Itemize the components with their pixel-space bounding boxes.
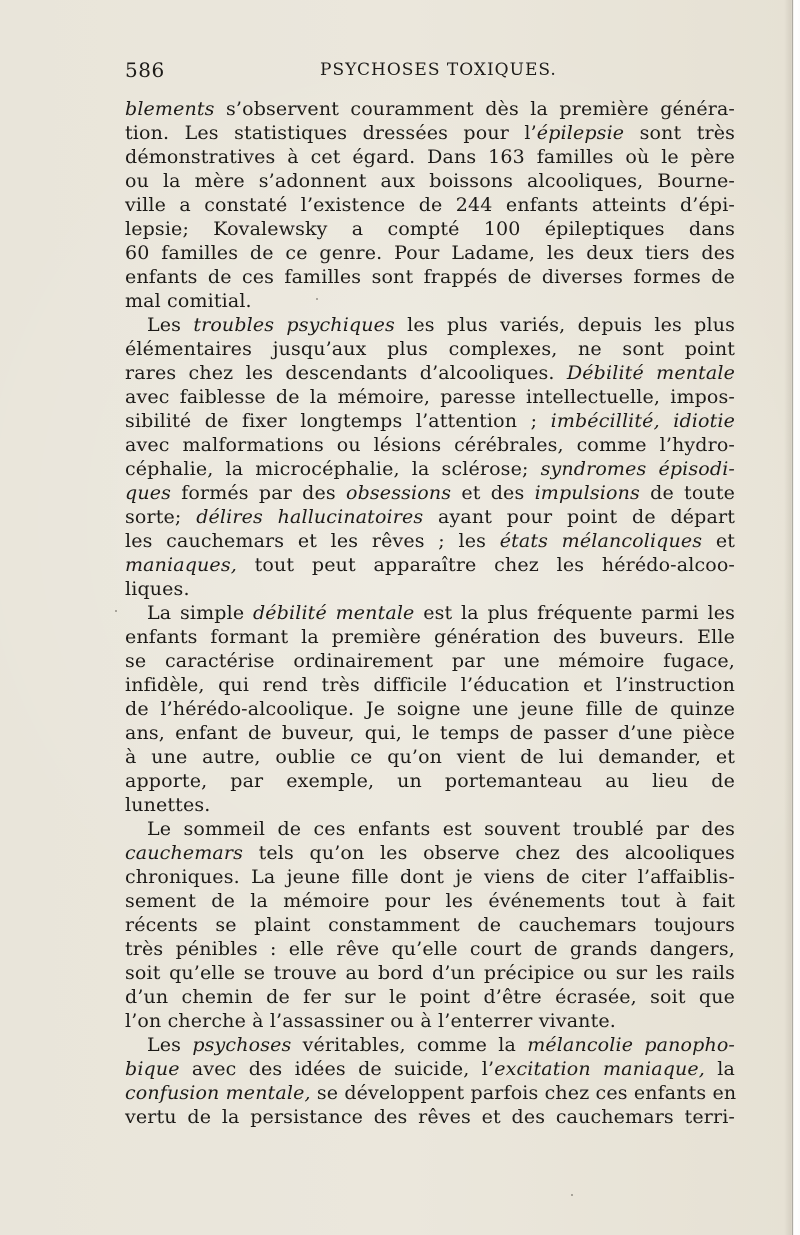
italic-text: excitation maniaque, [494, 1058, 706, 1080]
text-segment: tout peut apparaître chez les hérédo-alcoo- [236, 554, 735, 576]
text-line [125, 577, 735, 601]
text-segment: avec des idées de suicide, l’ [179, 1058, 495, 1080]
text-segment: soit qu’elle se trouve au bord d’un précipice ou sur les rails [125, 962, 735, 984]
text-line [125, 361, 735, 385]
text-line [125, 697, 735, 721]
text-segment: sorte; [125, 506, 197, 528]
text-segment: les plus variés, depuis les plus [394, 314, 736, 336]
running-title: PSYCHOSES TOXIQUES. [320, 60, 557, 80]
text-segment: infidèle, qui rend très difficile l’éducation et l’instruction [125, 674, 735, 696]
text-segment: avec faiblesse de la mémoire, paresse intellectuelle, impos- [125, 386, 735, 408]
text-line [125, 121, 735, 145]
text-segment: vertu de la persistance des rêves et des cauchemars terri- [125, 1106, 735, 1128]
text-segment: les cauchemars et les rêves ; les [125, 530, 500, 552]
italic-text: imbécillité, idiotie [550, 410, 735, 432]
text-line [125, 97, 735, 121]
text-line [125, 793, 735, 817]
text-line [125, 1009, 735, 1033]
text-segment: apporte, par exemple, un portemanteau au lieu de [125, 770, 735, 792]
text-segment: la [705, 1058, 735, 1080]
text-line [125, 601, 735, 625]
text-line [125, 409, 735, 433]
text-segment: ayant pour point de départ [423, 506, 735, 528]
italic-text: délires hallucinatoires [196, 506, 424, 528]
text-segment: avec malformations ou lésions cérébrales, comme l’hydro- [125, 434, 735, 456]
text-segment: tion. Les statistiques dressées pour l’ [125, 122, 537, 144]
text-segment: récents se plaint constamment de cauchemars toujours [125, 914, 735, 936]
text-line [125, 265, 735, 289]
text-line [125, 529, 735, 553]
text-line [125, 865, 735, 889]
italic-text: Débilité mentale [566, 362, 735, 384]
text-line [125, 649, 735, 673]
text-segment: s’observent couramment dès la première généra- [214, 98, 735, 120]
text-segment: l’on cherche à l’assassiner ou à l’enterrer vivante. [125, 1010, 616, 1032]
text-segment: se caractérise ordinairement par une mémoire fugace, [125, 650, 735, 672]
text-line [125, 193, 735, 217]
text-segment: élémentaires jusqu’aux plus complexes, ne sont point [125, 338, 735, 360]
text-line [125, 673, 735, 697]
text-segment: enfants formant la première génération des buveurs. Elle [125, 626, 735, 648]
text-segment: ville a constaté l’existence de 244 enfants atteints d’épi- [125, 194, 735, 216]
body-text [125, 97, 735, 1129]
text-segment: Les [147, 1034, 193, 1056]
page-number: 586 [125, 58, 165, 82]
text-line [125, 337, 735, 361]
text-segment: 60 familles de ce genre. Pour Ladame, les deux tiers des [125, 242, 735, 264]
text-segment: Les [147, 314, 194, 336]
text-segment: à une autre, oublie ce qu’on vient de lui demander, et [125, 746, 735, 768]
text-segment: ou la mère s’adonnent aux boissons alcooliques, Bourne- [125, 170, 735, 192]
text-line [125, 289, 735, 313]
text-segment: sement de la mémoire pour les événements tout à fait [125, 890, 735, 912]
text-line [125, 241, 735, 265]
text-line [125, 937, 735, 961]
text-segment: sont très [624, 122, 736, 144]
text-line [125, 433, 735, 457]
italic-text: confusion mentale, [125, 1082, 311, 1104]
text-segment: de toute [639, 482, 736, 504]
text-segment: Le sommeil de ces enfants est souvent troublé par des [147, 818, 735, 840]
text-line [125, 481, 735, 505]
text-segment: lepsie; Kovalewsky a compté 100 épileptiques dans [125, 218, 735, 240]
text-segment: céphalie, la microcéphalie, la sclérose; [125, 458, 541, 480]
text-line [125, 769, 735, 793]
text-line [125, 913, 735, 937]
text-line [125, 889, 735, 913]
italic-text: mélancolie panopho- [527, 1034, 735, 1056]
italic-text: ques [125, 482, 171, 504]
text-segment: chroniques. La jeune fille dont je viens de citer l’affaiblis- [125, 866, 735, 888]
text-segment: mal comitial. [125, 290, 252, 312]
text-line [125, 1105, 735, 1129]
text-line [125, 721, 735, 745]
italic-text: blements [125, 98, 215, 120]
italic-text: psychoses [192, 1034, 292, 1056]
text-segment: est la plus fréquente parmi les [414, 602, 735, 624]
text-segment: sibilité de fixer longtemps l’attention ; [125, 410, 551, 432]
text-line [125, 817, 735, 841]
text-segment: liques. [125, 578, 190, 600]
text-segment: se développent parfois chez ces enfants en [310, 1082, 737, 1104]
print-speck [115, 610, 117, 612]
text-line [125, 385, 735, 409]
text-segment: La simple [147, 602, 253, 624]
print-speck [571, 1194, 573, 1196]
italic-text: bique [125, 1058, 180, 1080]
text-segment: rares chez les descendants d’alcooliques. [125, 362, 567, 384]
italic-text: épilepsie [536, 122, 625, 144]
italic-text: états mélancoliques [499, 530, 703, 552]
text-segment: enfants de ces familles sont frappés de diverses formes de [125, 266, 735, 288]
print-speck [316, 298, 318, 300]
text-line [125, 841, 735, 865]
text-segment: lunettes. [125, 794, 211, 816]
text-line [125, 217, 735, 241]
text-line [125, 625, 735, 649]
text-segment: formés par des [171, 482, 346, 504]
text-segment: véritables, comme la [291, 1034, 528, 1056]
text-line [125, 1081, 735, 1105]
page-header [125, 58, 735, 88]
italic-text: troubles psychiques [193, 314, 395, 336]
text-segment: démonstratives à cet égard. Dans 163 familles où le père [125, 146, 735, 168]
text-segment: d’un chemin de fer sur le point d’être écrasée, soit que [125, 986, 735, 1008]
text-segment: ans, enfant de buveur, qui, le temps de passer d’une pièce [125, 722, 735, 744]
italic-text: débilité mentale [252, 602, 415, 624]
text-line [125, 985, 735, 1009]
text-segment: et des [451, 482, 535, 504]
italic-text: maniaques, [125, 554, 237, 576]
text-line [125, 505, 735, 529]
text-line [125, 961, 735, 985]
text-line [125, 145, 735, 169]
text-segment: tels qu’on les observe chez des alcooliques [243, 842, 735, 864]
text-line [125, 313, 735, 337]
italic-text: impulsions [534, 482, 640, 504]
text-line [125, 553, 735, 577]
text-line [125, 457, 735, 481]
text-line [125, 1033, 735, 1057]
text-segment: et [702, 530, 736, 552]
text-line [125, 169, 735, 193]
text-segment: très pénibles : elle rêve qu’elle court de grands dangers, [125, 938, 735, 960]
text-line [125, 1057, 735, 1081]
text-segment: de l’hérédo-alcoolique. Je soigne une jeune fille de quinze [125, 698, 735, 720]
italic-text: syndromes épisodi- [540, 458, 735, 480]
italic-text: cauchemars [125, 842, 244, 864]
text-line [125, 745, 735, 769]
page-edge-line [792, 0, 793, 1235]
italic-text: obsessions [346, 482, 452, 504]
